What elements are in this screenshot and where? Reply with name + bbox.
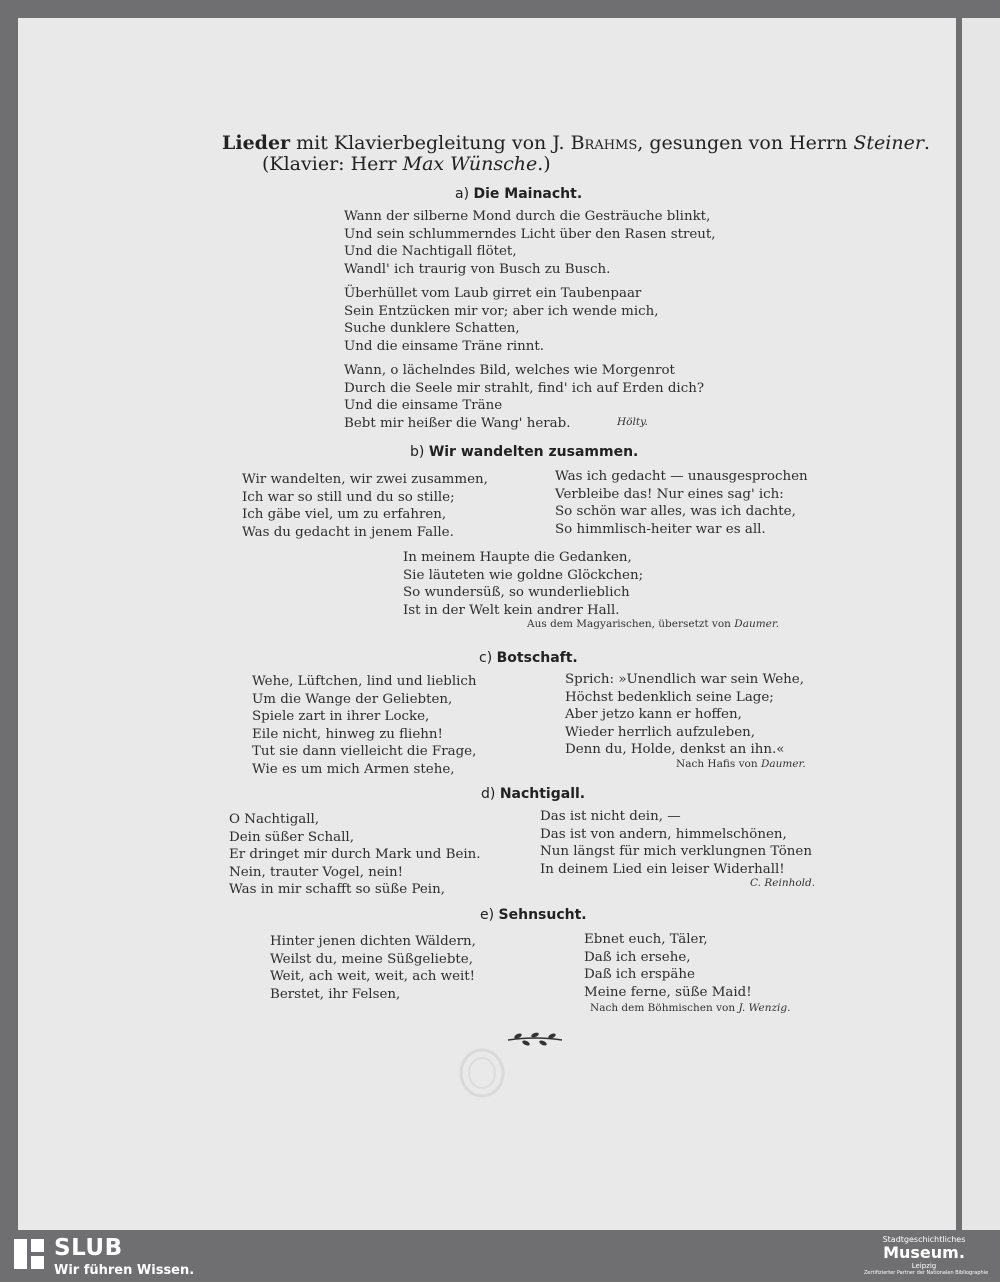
verse-line: Wie es um mich Armen stehe, xyxy=(252,761,455,777)
song-letter: a) xyxy=(455,186,470,202)
verse-line: Bebt mir heißer die Wang' herab. xyxy=(344,415,571,431)
verse-line: Ebnet euch, Täler, xyxy=(584,932,708,947)
museum-line2: Museum. xyxy=(883,1243,965,1262)
credit-d xyxy=(750,877,815,889)
verse-line: Und die Nachtigall flötet, xyxy=(344,244,517,259)
pianist-line xyxy=(262,153,551,175)
credit-prefix: Nach dem Böhmischen von xyxy=(590,1002,739,1014)
verse-line: Daß ich erspähe xyxy=(584,967,695,982)
verse-line: Nein, trauter Vogel, nein! xyxy=(229,864,404,880)
stanza-c-left xyxy=(252,673,477,778)
verse-line: Ich war so still und du so stille; xyxy=(242,489,455,505)
author-name: Daumer. xyxy=(760,758,806,770)
adjacent-page-edge xyxy=(962,18,1000,1230)
verse-line: Hinter jenen dichten Wäldern, xyxy=(270,934,476,949)
verse-line: Wehe, Lüftchen, lind und lieblich xyxy=(252,674,477,689)
song-title-c xyxy=(479,650,578,666)
credit-b xyxy=(527,618,779,630)
song-title: Sehnsucht. xyxy=(498,907,587,923)
verse-line: Ich gäbe viel, um zu erfahren, xyxy=(242,507,447,522)
slub-logo-text: SLUB xyxy=(54,1235,123,1261)
verse-line: Durch die Seele mir strahlt, find' ich auf Erden dich? xyxy=(344,380,704,396)
song-letter: b) xyxy=(410,444,425,460)
verse-line: Überhüllet vom Laub girret ein Taubenpaar xyxy=(344,286,642,301)
verse-line: Wir wandelten, wir zwei zusammen, xyxy=(242,472,488,487)
verse-line: Spiele zart in ihrer Locke, xyxy=(252,709,430,724)
pianist-suffix: .) xyxy=(537,153,551,175)
verse-line: Was ich gedacht — unausgesprochen xyxy=(555,469,808,484)
stanza-b-right xyxy=(555,468,808,538)
composer-name: Brahms xyxy=(570,132,638,154)
verse-line: Weit, ach weit, weit, ach weit! xyxy=(270,969,476,984)
song-letter: e) xyxy=(480,907,495,923)
credit-c xyxy=(676,758,806,770)
verse-line: Und die einsame Träne xyxy=(344,398,503,413)
verse-line: Verbleibe das! Nur eines sag' ich: xyxy=(555,486,784,502)
verse-line: In deinem Lied ein leiser Widerhall! xyxy=(540,861,785,877)
verse-line: Das ist von andern, himmelschönen, xyxy=(540,826,787,842)
heading-lieder: Lieder xyxy=(222,132,291,154)
song-letter: d) xyxy=(481,786,496,802)
author-name: C. Reinhold. xyxy=(750,877,816,889)
embossed-seal-icon xyxy=(458,1047,506,1099)
verse-line: Wann, o lächelndes Bild, welches wie Morgenrot xyxy=(344,363,675,378)
pianist-name: Max Wünsche xyxy=(402,153,538,175)
stanza-b-center xyxy=(403,549,643,619)
verse-line: In meinem Haupte die Gedanken, xyxy=(403,550,632,565)
verse-line: Eile nicht, hinweg zu fliehn! xyxy=(252,726,443,742)
verse-line: Denn du, Holde, denkst an ihn.« xyxy=(565,742,785,757)
heading-text: mit Klavierbegleitung von J. xyxy=(290,132,571,154)
footer-bar xyxy=(0,1231,1000,1282)
stanza-e-right xyxy=(584,931,752,1001)
verse-line: Sie läuteten wie goldne Glöckchen; xyxy=(403,567,644,583)
verse-line: O Nachtigall, xyxy=(229,812,320,827)
song-title: Die Mainacht. xyxy=(473,186,583,202)
verse-line: Wieder herrlich aufzuleben, xyxy=(565,724,756,740)
verse-line: Weilst du, meine Süßgeliebte, xyxy=(270,951,473,967)
verse-line: Daß ich ersehe, xyxy=(584,949,691,965)
verse-line: Tut sie dann vielleicht die Frage, xyxy=(252,744,477,759)
song-title: Botschaft. xyxy=(496,650,578,666)
song-title: Nachtigall. xyxy=(499,786,586,802)
slub-logo-icon xyxy=(14,1239,44,1269)
program-heading xyxy=(222,132,930,154)
credit-prefix: Aus dem Magyarischen, übersetzt von xyxy=(527,618,735,630)
verse-line: So wundersüß, so wunderlieblich xyxy=(403,585,630,600)
verse-line: Nun längst für mich verklungnen Tönen xyxy=(540,844,812,859)
verse-line: Was du gedacht in jenem Falle. xyxy=(242,524,454,540)
verse-line: Sein Entzücken mir vor; aber ich wende mich, xyxy=(344,303,659,319)
stanza-a3 xyxy=(344,362,704,432)
museum-logo xyxy=(864,1235,989,1276)
song-title-b xyxy=(410,444,638,460)
stanza-e-left xyxy=(270,933,476,1003)
author-name: J. Wenzig. xyxy=(738,1002,791,1014)
verse-line: Berstet, ihr Felsen, xyxy=(270,986,401,1002)
verse-line: Höchst bedenklich seine Lage; xyxy=(565,689,774,705)
verse-line: Und die einsame Träne rinnt. xyxy=(344,338,545,354)
author-name: Daumer. xyxy=(734,618,780,630)
verse-line: Meine ferne, süße Maid! xyxy=(584,984,752,1000)
song-title-e xyxy=(480,907,587,923)
verse-line: Wandl' ich traurig von Busch zu Busch. xyxy=(344,261,611,277)
stanza-d-right xyxy=(540,808,812,878)
slub-tagline: Wir führen Wissen. xyxy=(54,1263,195,1278)
heading-end: . xyxy=(923,132,930,154)
singer-name: Steiner xyxy=(853,132,924,154)
museum-line3: Leipzig xyxy=(911,1262,937,1270)
song-letter: c) xyxy=(479,650,493,666)
stanza-b-left xyxy=(242,471,488,541)
verse-line: Und sein schlummerndes Licht über den Rasen streut, xyxy=(344,226,716,242)
verse-line: Um die Wange der Geliebten, xyxy=(252,691,453,707)
ornament-vine-icon xyxy=(506,1029,564,1049)
credit-prefix: Nach Hafis von xyxy=(676,758,761,770)
verse-line: Suche dunklere Schatten, xyxy=(344,321,520,336)
verse-line: Aber jetzo kann er hoffen, xyxy=(565,707,742,722)
author-name: Hölty. xyxy=(617,416,648,428)
verse-line: So himmlisch-heiter war es all. xyxy=(555,521,766,537)
verse-line: Was in mir schafft so süße Pein, xyxy=(229,882,445,897)
pianist-prefix: (Klavier: Herr xyxy=(262,153,403,175)
song-title-d xyxy=(481,786,585,802)
verse-line: Wann der silberne Mond durch die Gesträuche blinkt, xyxy=(344,209,711,224)
museum-line1: Stadtgeschichtliches xyxy=(882,1235,966,1244)
stanza-c-right xyxy=(565,671,804,759)
stanza-a2 xyxy=(344,285,659,355)
stanza-d-left xyxy=(229,811,481,899)
stanza-a1 xyxy=(344,208,716,278)
verse-line: Ist in der Welt kein andrer Hall. xyxy=(403,602,620,618)
verse-line: Er dringet mir durch Mark und Bein. xyxy=(229,847,481,862)
song-title: Wir wandelten zusammen. xyxy=(428,444,639,460)
verse-line: Sprich: »Unendlich war sein Wehe, xyxy=(565,672,804,687)
verse-line: So schön war alles, was ich dachte, xyxy=(555,504,796,519)
song-title-a xyxy=(455,186,582,202)
verse-line: Dein süßer Schall, xyxy=(229,829,354,845)
heading-text-2: , gesungen von Herrn xyxy=(637,132,854,154)
credit-e xyxy=(590,1002,790,1014)
credit-a xyxy=(617,416,648,428)
museum-line4: Zertifizierter Partner der Nationalen Bibliographie xyxy=(864,1270,989,1276)
verse-line: Das ist nicht dein, — xyxy=(540,809,681,824)
